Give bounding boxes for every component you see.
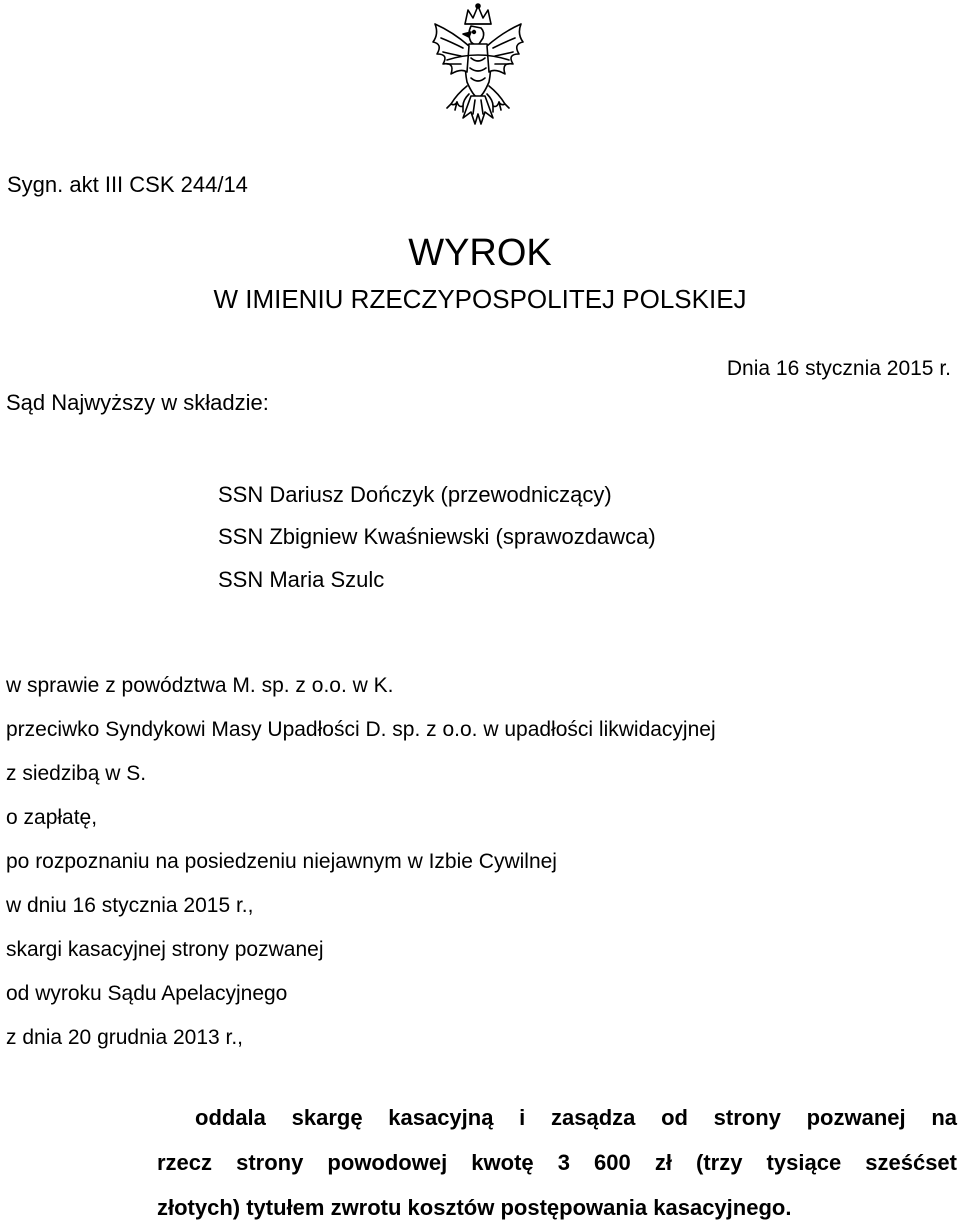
case-line: w sprawie z powództwa M. sp. z o.o. w K. bbox=[6, 674, 394, 697]
judge-member: SSN Maria Szulc bbox=[218, 567, 385, 592]
judge-presiding: SSN Dariusz Dończyk (przewodniczący) bbox=[218, 482, 612, 507]
case-number: Sygn. akt III CSK 244/14 bbox=[7, 172, 248, 197]
verdict-line: oddala skargę kasacyjną i zasądza od strony pozwanej na bbox=[195, 1105, 957, 1130]
judge-rapporteur: SSN Zbigniew Kwaśniewski (sprawozdawca) bbox=[218, 524, 656, 549]
court-composition-label: Sąd Najwyższy w składzie: bbox=[6, 390, 269, 415]
document-title: WYROK bbox=[408, 232, 552, 274]
polish-eagle-emblem-icon bbox=[413, 2, 543, 132]
verdict-paragraph bbox=[157, 1095, 957, 1230]
case-line: z siedzibą w S. bbox=[6, 762, 147, 785]
case-line: skargi kasacyjnej strony pozwanej bbox=[6, 938, 324, 961]
verdict-line: złotych) tytułem zwrotu kosztów postępowania kasacyjnego. bbox=[157, 1195, 792, 1220]
case-line: od wyroku Sądu Apelacyjnego bbox=[6, 982, 288, 1005]
judgment-date: Dnia 16 stycznia 2015 r. bbox=[726, 357, 951, 380]
case-line: z dnia 20 grudnia 2013 r., bbox=[6, 1026, 244, 1049]
case-line: o zapłatę, bbox=[6, 806, 98, 829]
verdict-line: rzecz strony powodowej kwotę 3 600 zł (trzy tysiące sześćset bbox=[157, 1150, 957, 1175]
case-line: po rozpoznaniu na posiedzeniu niejawnym w Izbie Cywilnej bbox=[6, 850, 557, 873]
document-subtitle: W IMIENIU RZECZYPOSPOLITEJ POLSKIEJ bbox=[213, 284, 747, 314]
case-line: w dniu 16 stycznia 2015 r., bbox=[6, 894, 254, 917]
case-line: przeciwko Syndykowi Masy Upadłości D. sp. z o.o. w upadłości likwidacyjnej bbox=[6, 718, 716, 741]
